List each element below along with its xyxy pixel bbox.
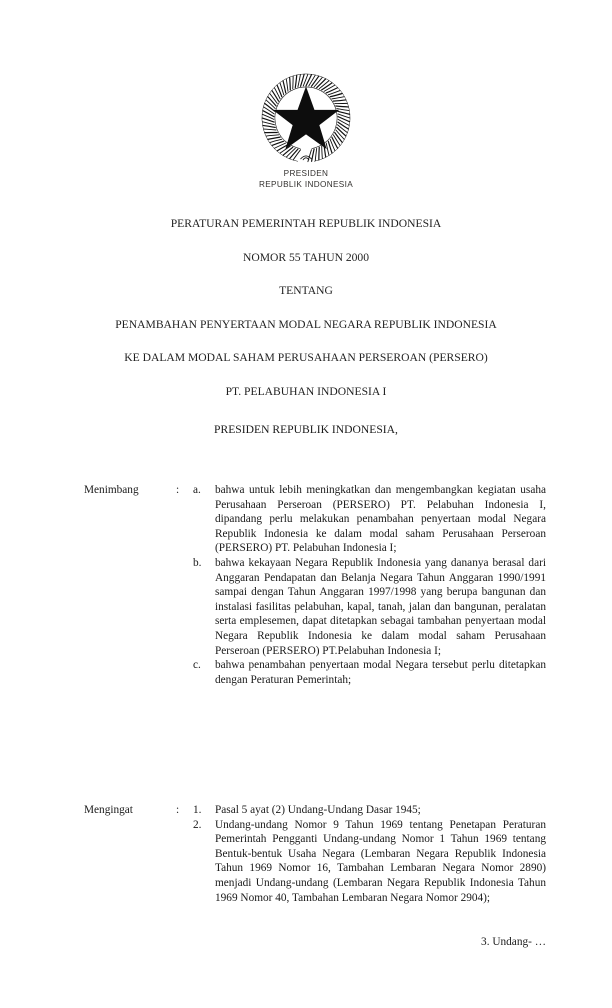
emblem-caption bbox=[0, 169, 612, 190]
title-line-regulation: PERATURAN PEMERINTAH REPUBLIK INDONESIA bbox=[170, 217, 442, 230]
emblem-block bbox=[0, 70, 612, 190]
item-text: bahwa penambahan penyertaan modal Negara tersebut perlu ditetapkan dengan Peraturan Pemerintah; bbox=[215, 659, 546, 686]
item-marker: a. bbox=[193, 484, 201, 496]
item-text: Undang-undang Nomor 9 Tahun 1969 tentang Penetapan Peraturan Pemerintah Pengganti Undang-undang Nomor 1 Tahun 1969 tentang Bentuk-bentuk Usaha Negara (Lembaran Negara Republik Indonesia Tahun 1969 Nomor 16, Tambahan Lembaran Negara Nomor 2890) menjadi Undang-undang (Lembaran Negara Republik Indonesia Tahun 1969 Nomor 40, Tambahan Lembaran Negara Nomor 2904); bbox=[215, 818, 546, 904]
item-text: bahwa kekayaan Negara Republik Indonesia yang dananya berasal dari Anggaran Pendapatan dan Belanja Negara Tahun Anggaran 1990/1991 sampai dengan Tahun Anggaran 1997/1998 yang berupa bangunan dan instalasi fasilitas pelabuhan, kapal, tanah, jalan dan bangunan, peralatan serta emplesemen, dapat ditetapkan sebagai tambahan penyertaan modal Negara Republik Indonesia ke dalam modal saham Perusahaan Perseroan (PERSERO) PT.Pelabuhan Indonesia I; bbox=[215, 556, 546, 657]
list-item bbox=[193, 803, 546, 818]
item-marker: c. bbox=[193, 659, 201, 672]
menimbang-colon: : bbox=[176, 484, 180, 496]
item-text: Pasal 5 ayat (2) Undang-Undang Dasar 1945; bbox=[215, 804, 421, 816]
item-marker: 2. bbox=[193, 818, 202, 831]
item-marker: 1. bbox=[193, 804, 202, 816]
list-item bbox=[193, 556, 546, 658]
mengingat-colon: : bbox=[176, 804, 180, 816]
menimbang-section bbox=[84, 483, 546, 687]
list-item bbox=[193, 483, 546, 556]
enacting-authority-line: PRESIDEN REPUBLIK INDONESIA, bbox=[214, 423, 398, 436]
mengingat-items bbox=[193, 803, 546, 905]
document-title-block bbox=[0, 217, 612, 398]
menimbang-label: Menimbang bbox=[84, 484, 139, 496]
title-line-subject-3: PT. PELABUHAN INDONESIA I bbox=[225, 384, 387, 398]
menimbang-row bbox=[84, 483, 546, 687]
item-text: bahwa untuk lebih meningkatkan dan mengembangkan kegiatan usaha Perusahaan Perseroan (PERSERO) PT. Pelabuhan Indonesia I, dipandang perlu melakukan penambahan penyertaan modal Negara Republik Indonesia ke dalam modal saham Perusahaan Perseroan (PERSERO) PT. Pelabuhan Indonesia I; bbox=[215, 484, 546, 555]
mengingat-row bbox=[84, 803, 546, 905]
emblem-caption-line-2: REPUBLIK INDONESIA bbox=[258, 179, 354, 189]
list-item bbox=[193, 658, 546, 687]
title-line-number: NOMOR 55 TAHUN 2000 bbox=[242, 250, 370, 264]
list-item bbox=[193, 818, 546, 906]
title-line-subject-2: KE DALAM MODAL SAHAM PERUSAHAAN PERSEROAN (PERSERO) bbox=[124, 351, 488, 364]
title-line-subject-1: PENAMBAHAN PENYERTAAN MODAL NEGARA REPUBLIK INDONESIA bbox=[115, 317, 497, 331]
page-catchword: 3. Undang- … bbox=[481, 936, 546, 948]
item-marker: b. bbox=[193, 556, 202, 569]
mengingat-label: Mengingat bbox=[84, 804, 133, 816]
title-line-tentang: TENTANG bbox=[279, 284, 333, 297]
menimbang-items bbox=[193, 483, 546, 687]
mengingat-section bbox=[84, 803, 546, 905]
emblem-caption-line-1: PRESIDEN bbox=[283, 169, 329, 178]
presidential-seal-icon bbox=[258, 70, 354, 166]
